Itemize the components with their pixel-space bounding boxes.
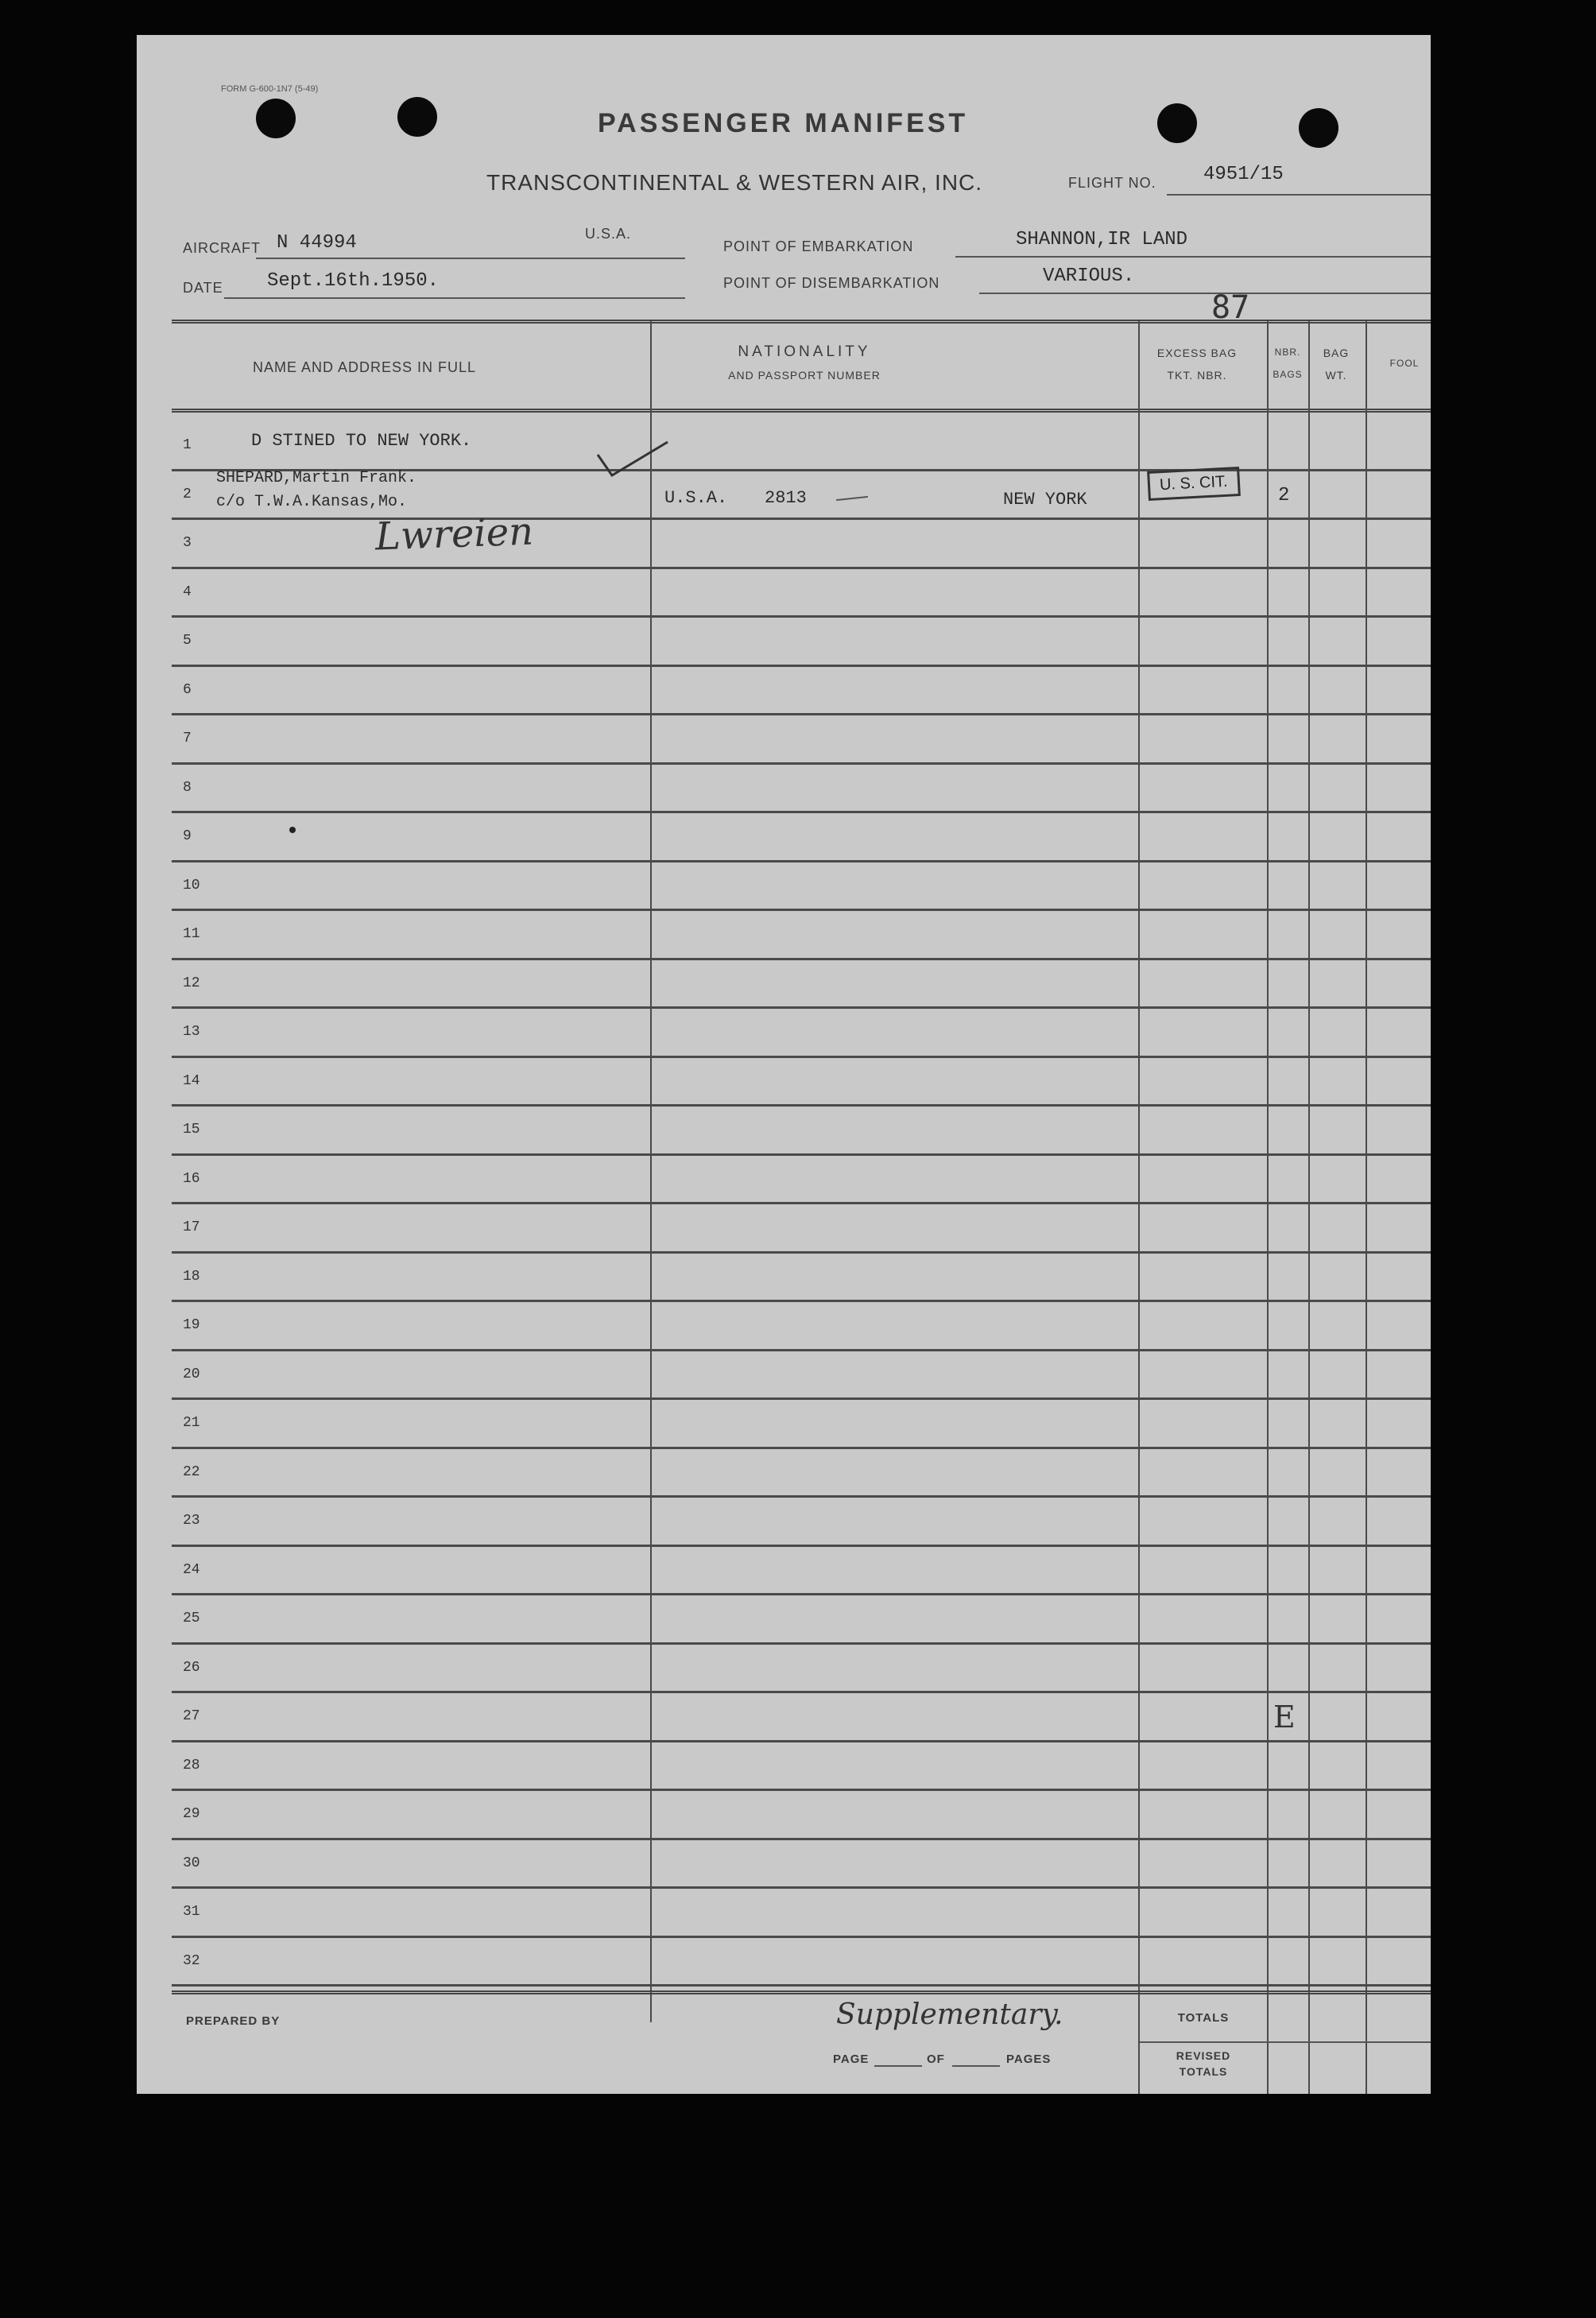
column-divider xyxy=(1267,321,1269,2094)
page-label: PAGE xyxy=(833,2052,870,2066)
punch-hole xyxy=(1299,108,1338,148)
row-number: 32 xyxy=(183,1952,200,1969)
supplementary-note: Supplementary. xyxy=(836,1998,1063,2031)
row-rule xyxy=(172,762,1431,765)
row-rule xyxy=(172,1593,1431,1595)
footer-rule xyxy=(172,1990,1431,1994)
header-bottom-rule xyxy=(172,409,1431,413)
row-rule xyxy=(172,1984,1431,1987)
row-number: 7 xyxy=(183,731,192,746)
header-top-rule xyxy=(172,320,1431,324)
disembarkation-label: POINT OF DISEMBARKATION xyxy=(723,275,940,291)
row-number: 17 xyxy=(183,1219,200,1235)
row-number: 14 xyxy=(183,1072,200,1089)
row-rule xyxy=(172,567,1431,569)
of-label: OF xyxy=(927,2052,945,2066)
row-number: 26 xyxy=(183,1659,200,1676)
bag-count: 2 xyxy=(1278,485,1290,506)
punch-hole xyxy=(256,99,296,138)
aircraft-number: N 44994 xyxy=(277,232,357,254)
row-number: 18 xyxy=(183,1268,200,1285)
row-number: 25 xyxy=(183,1611,200,1626)
column-divider xyxy=(1366,321,1367,2094)
column-passport-header: AND PASSPORT NUMBER xyxy=(728,369,881,382)
company-name: TRANSCONTINENTAL & WESTERN AIR, INC. xyxy=(486,170,983,195)
page-underline xyxy=(874,2065,922,2067)
row-rule xyxy=(172,713,1431,715)
column-bags-header: BAGS xyxy=(1273,369,1303,380)
row-number: 2 xyxy=(183,486,192,502)
row-rule xyxy=(172,1789,1431,1791)
row-rule xyxy=(172,1740,1431,1742)
row-number: 11 xyxy=(183,926,200,942)
row-number: 22 xyxy=(183,1463,200,1480)
flight-number: 4951/15 xyxy=(1203,164,1284,185)
date-label: DATE xyxy=(183,280,223,296)
passport-dash xyxy=(836,496,868,501)
row-number: 12 xyxy=(183,975,200,991)
date-underline xyxy=(224,297,685,299)
row-rule xyxy=(172,615,1431,618)
row-rule xyxy=(172,1153,1431,1156)
aircraft-underline xyxy=(256,258,685,259)
row-rule xyxy=(172,1300,1431,1302)
page-title: PASSENGER MANIFEST xyxy=(598,108,969,138)
disembarkation-value: VARIOUS. xyxy=(1043,266,1135,287)
aircraft-label: AIRCRAFT xyxy=(183,240,261,256)
row-rule xyxy=(172,1006,1431,1009)
row-number: 23 xyxy=(183,1513,200,1529)
row-number: 3 xyxy=(183,535,192,551)
row-rule xyxy=(172,1349,1431,1351)
row-rule xyxy=(172,1056,1431,1058)
row-number: 21 xyxy=(183,1415,200,1431)
row-number: 8 xyxy=(183,779,192,796)
manifest-sheet xyxy=(137,35,1431,2094)
passenger-name: SHEPARD,Martin Frank. xyxy=(216,469,417,487)
column-name-header: NAME AND ADDRESS IN FULL xyxy=(253,359,477,375)
column-divider xyxy=(1138,321,1140,2094)
column-excess-header: EXCESS BAG xyxy=(1156,347,1238,359)
row-rule xyxy=(172,1691,1431,1693)
row-rule xyxy=(172,1397,1431,1400)
handwritten-signature: Lwreien xyxy=(374,509,534,560)
margin-mark: E xyxy=(1273,1700,1296,1735)
prepared-by-label: PREPARED BY xyxy=(186,2014,281,2028)
column-nationality-header: NATIONALITY xyxy=(738,343,871,360)
row-number: 28 xyxy=(183,1757,200,1773)
row-rule xyxy=(172,1202,1431,1204)
column-divider xyxy=(1308,321,1310,2094)
revised-label: REVISED xyxy=(1176,2049,1231,2062)
aircraft-country: U.S.A. xyxy=(585,226,632,242)
row-rule xyxy=(172,665,1431,667)
row-number: 13 xyxy=(183,1024,200,1040)
of-underline xyxy=(952,2065,1000,2067)
punch-hole xyxy=(397,97,437,137)
row-number: 15 xyxy=(183,1122,200,1138)
flight-underline xyxy=(1167,194,1431,196)
passenger-passport: 2813 xyxy=(765,488,807,508)
row-number: 24 xyxy=(183,1561,200,1578)
column-divider xyxy=(650,321,652,2022)
row-rule xyxy=(172,1838,1431,1840)
embarkation-value: SHANNON,IR LAND xyxy=(1016,229,1188,250)
pages-label: PAGES xyxy=(1006,2052,1052,2066)
us-citizen-stamp: U. S. CIT. xyxy=(1147,467,1240,501)
row-rule xyxy=(172,1447,1431,1449)
row-number: 16 xyxy=(183,1170,200,1187)
page-mark: 87 xyxy=(1211,289,1250,326)
passenger-destination: NEW YORK xyxy=(1003,490,1087,510)
row-rule xyxy=(172,958,1431,960)
column-fool-header: FOOL xyxy=(1389,358,1420,369)
form-number: FORM G-600-1N7 (5-49) xyxy=(221,84,319,94)
row-number: 1 xyxy=(183,437,192,453)
embarkation-underline xyxy=(955,256,1431,258)
passenger-nationality: U.S.A. xyxy=(664,488,728,508)
row-rule xyxy=(172,1936,1431,1938)
row-number: 19 xyxy=(183,1317,200,1333)
row-number: 29 xyxy=(183,1806,200,1822)
punch-hole xyxy=(1157,103,1197,143)
column-bagwt-header: BAG xyxy=(1323,347,1350,359)
column-excess-tkt-header: TKT. NBR. xyxy=(1167,369,1227,382)
row-rule xyxy=(172,1104,1431,1107)
row-rule xyxy=(172,1886,1431,1889)
checkmark-icon xyxy=(595,439,674,486)
passenger-address: c/o T.W.A.Kansas,Mo. xyxy=(216,493,408,511)
flight-label: FLIGHT NO. xyxy=(1068,175,1156,191)
row-rule xyxy=(172,517,1431,520)
totals-label: TOTALS xyxy=(1177,2011,1230,2025)
row-rule xyxy=(172,1545,1431,1547)
row-number: 30 xyxy=(183,1855,200,1871)
totals-rule xyxy=(1140,2041,1431,2043)
row-rule xyxy=(172,1251,1431,1254)
row-rule xyxy=(172,1642,1431,1645)
revised-totals-label: TOTALS xyxy=(1179,2065,1228,2078)
row-number: 31 xyxy=(183,1904,200,1920)
embarkation-label: POINT OF EMBARKATION xyxy=(723,238,914,254)
row-rule xyxy=(172,1495,1431,1498)
row-number: 10 xyxy=(183,877,200,893)
date-value: Sept.16th.1950. xyxy=(267,270,440,292)
row-number: 9 xyxy=(183,828,192,844)
row-rule xyxy=(172,860,1431,862)
row-number: 20 xyxy=(183,1366,200,1382)
row-number: 27 xyxy=(183,1708,200,1724)
column-wt-header: WT. xyxy=(1325,369,1347,382)
row-number: 5 xyxy=(183,633,192,649)
row-rule xyxy=(172,811,1431,813)
row-number: 6 xyxy=(183,681,192,698)
ink-dot xyxy=(289,827,296,833)
column-nbr-header: NBR. xyxy=(1274,347,1301,358)
disembarkation-underline xyxy=(979,293,1431,294)
row-number: 4 xyxy=(183,583,192,600)
row-rule xyxy=(172,909,1431,911)
row-1-note: D STINED TO NEW YORK. xyxy=(251,431,472,451)
